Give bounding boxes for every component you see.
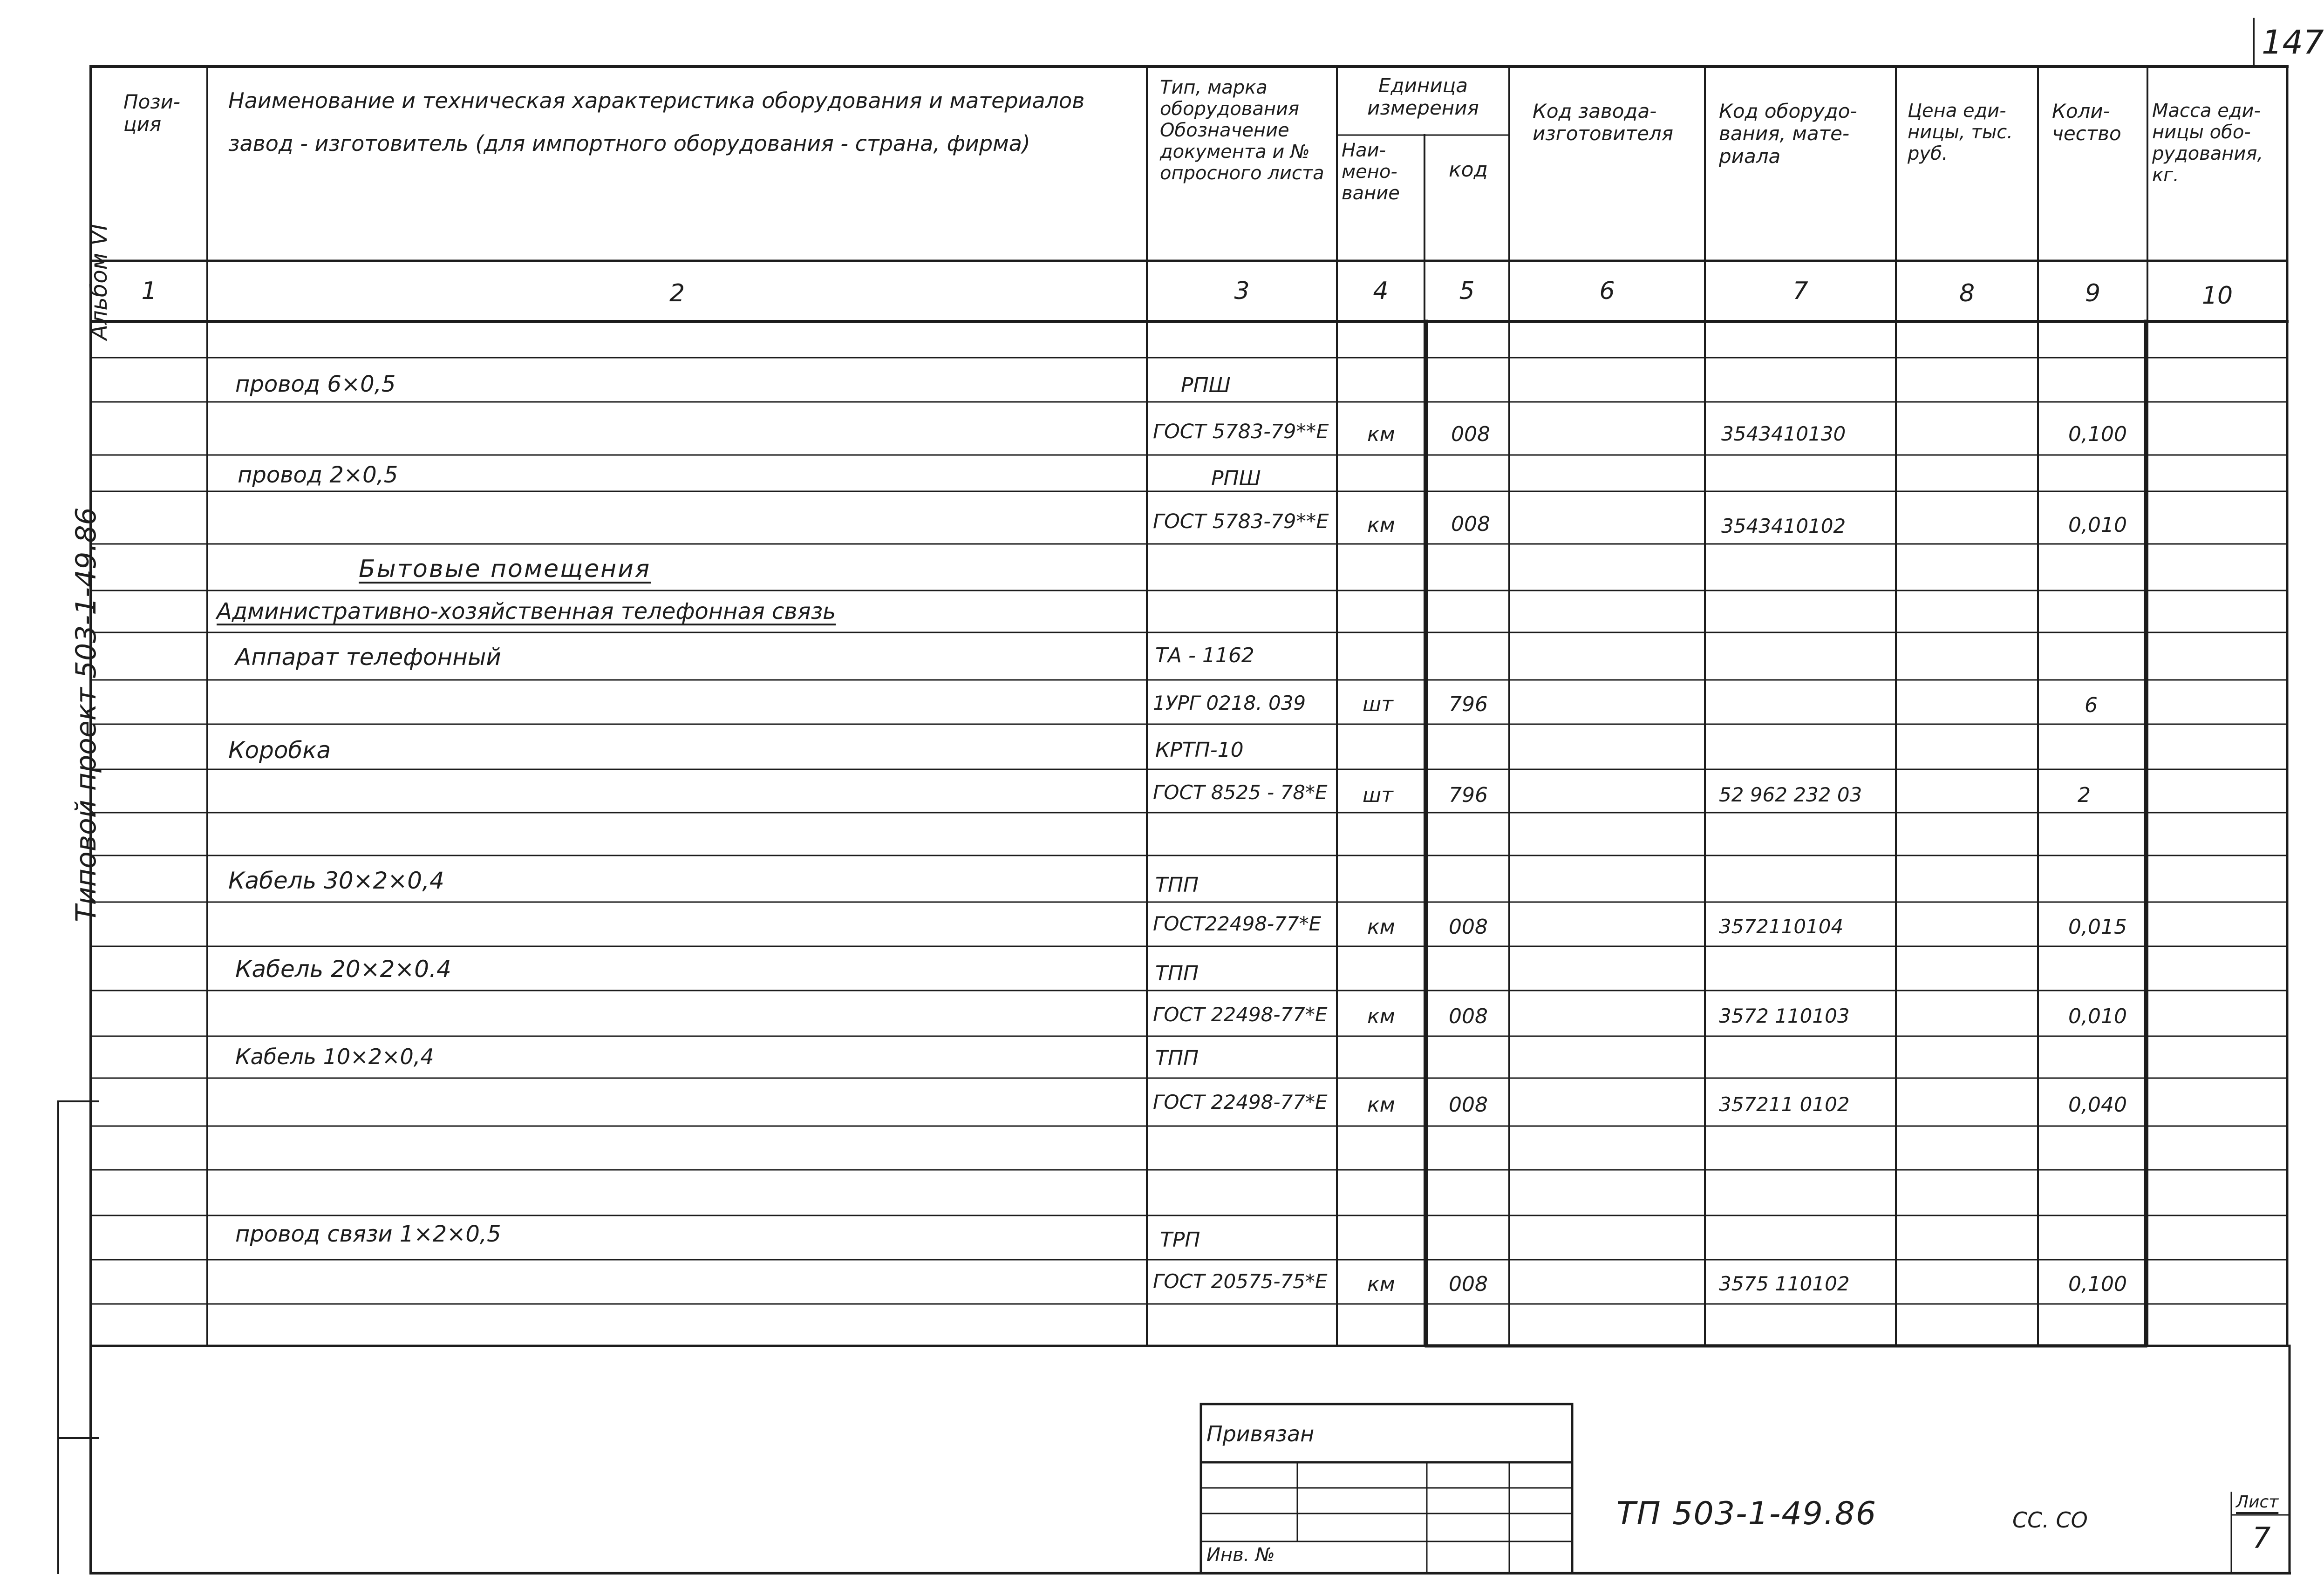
- column-number: 3: [1234, 277, 1250, 305]
- row-quantity: 0,010: [2068, 513, 2127, 537]
- row-code: 796: [1449, 692, 1488, 716]
- row-unit: шт: [1363, 783, 1393, 807]
- column-number: 8: [1959, 279, 1975, 307]
- column-number: 6: [1599, 277, 1615, 305]
- row-type: РПШ: [1211, 467, 1261, 490]
- row-code: 008: [1451, 512, 1490, 536]
- row-code: 008: [1449, 1005, 1488, 1028]
- row-name: Коробка: [228, 737, 331, 764]
- row-quantity: 0,100: [2068, 422, 2127, 446]
- header-mass: Масса еди- ницы обо- рудования, кг.: [2152, 100, 2263, 186]
- row-type: ГОСТ 20575-75*Е: [1153, 1270, 1328, 1293]
- row-unit: км: [1367, 513, 1395, 537]
- row-name: Кабель 20×2×0.4: [235, 956, 451, 983]
- row-type: 1УРГ 0218. 039: [1153, 692, 1306, 714]
- row-material-code: 3575 110102: [1719, 1272, 1850, 1295]
- row-code: 008: [1449, 1272, 1488, 1296]
- page-number: 147: [2262, 23, 2324, 61]
- row-unit: км: [1367, 1005, 1395, 1028]
- column-number: 4: [1373, 277, 1389, 305]
- column-number: 5: [1459, 277, 1475, 305]
- side-album-label: Альбом VI: [86, 224, 112, 340]
- row-material-code: 3543410130: [1721, 422, 1846, 445]
- row-name: Аппарат телефонный: [235, 644, 501, 671]
- row-material-code: 3543410102: [1721, 515, 1846, 537]
- header-name-line2: завод - изготовитель (для импортного оборудования - страна, фирма): [228, 131, 1030, 156]
- header-name-line1: Наименование и техническая характеристика оборудования и материалов: [228, 88, 1085, 113]
- row-quantity: 0,100: [2068, 1272, 2127, 1296]
- row-type: ТПП: [1155, 962, 1199, 985]
- stamp-document-code: ТП 503-1-49.86: [1616, 1495, 1877, 1532]
- header-material-code: Код оборудо- вания, мате- риала: [1719, 100, 1857, 168]
- row-type: ТА - 1162: [1155, 644, 1254, 667]
- stamp-inventory-label: Инв. №: [1206, 1544, 1275, 1566]
- section-heading: Бытовые помещения: [359, 555, 651, 583]
- row-type: ГОСТ 22498-77*Е: [1153, 1091, 1328, 1113]
- row-type: ГОСТ22498-77*Е: [1153, 912, 1322, 935]
- stamp-document-suffix: СС. СО: [2012, 1507, 2088, 1533]
- row-unit: км: [1367, 422, 1395, 446]
- row-name: Кабель 10×2×0,4: [235, 1044, 434, 1069]
- stamp-bound-label: Привязан: [1206, 1421, 1315, 1446]
- row-quantity: 0,040: [2068, 1093, 2127, 1117]
- row-quantity: 0,015: [2068, 915, 2127, 939]
- row-type: ГОСТ 8525 - 78*Е: [1153, 781, 1328, 804]
- column-number: 9: [2085, 279, 2101, 307]
- row-unit: км: [1367, 915, 1395, 939]
- row-material-code: 357211 0102: [1719, 1093, 1850, 1116]
- row-quantity: 6: [2085, 693, 2098, 717]
- header-unit-name: Наи- мено- вание: [1342, 140, 1400, 204]
- header-price: Цена еди- ницы, тыс. руб.: [1908, 100, 2013, 164]
- header-position: Пози- ция: [123, 90, 181, 136]
- header-quantity: Коли- чество: [2052, 100, 2121, 145]
- row-material-code: 3572 110103: [1719, 1005, 1850, 1027]
- side-project-label: Типовой проект 503-1-49.86: [70, 507, 102, 922]
- row-code: 008: [1449, 1093, 1488, 1117]
- row-name: Кабель 30×2×0,4: [228, 867, 444, 894]
- row-type: ТПП: [1155, 873, 1199, 897]
- header-unit-code: код: [1449, 158, 1488, 182]
- row-type: ГОСТ 22498-77*Е: [1153, 1003, 1328, 1026]
- section-subheading: Административно-хозяйственная телефонная связь: [217, 598, 836, 624]
- column-number: 1: [141, 277, 157, 305]
- header-unit: Единица измерения: [1367, 74, 1479, 120]
- row-code: 008: [1451, 422, 1490, 446]
- row-type: ТРП: [1160, 1228, 1200, 1252]
- row-name: провод связи 1×2×0,5: [235, 1221, 501, 1247]
- row-quantity: 2: [2078, 783, 2091, 807]
- column-number: 10: [2201, 282, 2233, 310]
- row-unit: км: [1367, 1093, 1395, 1117]
- row-code: 796: [1449, 783, 1488, 807]
- row-type: РПШ: [1181, 373, 1231, 397]
- stamp-sheet-label: Лист: [2236, 1493, 2279, 1512]
- stamp-sheet-number: 7: [2252, 1521, 2271, 1555]
- row-quantity: 0,010: [2068, 1005, 2127, 1028]
- row-name: провод 6×0,5: [235, 371, 396, 397]
- row-unit: шт: [1363, 692, 1393, 716]
- column-number: 7: [1792, 277, 1808, 305]
- header-type: Тип, марка оборудования Обозначение документа и № опросного листа: [1160, 77, 1324, 184]
- row-unit: км: [1367, 1272, 1395, 1296]
- row-code: 008: [1449, 915, 1488, 939]
- row-type: КРТП-10: [1155, 738, 1244, 762]
- row-type: ТПП: [1155, 1046, 1199, 1070]
- column-number: 2: [669, 279, 685, 307]
- row-material-code: 3572110104: [1719, 915, 1844, 938]
- row-type: ГОСТ 5783-79**Е: [1153, 420, 1329, 443]
- row-name: провод 2×0,5: [238, 462, 398, 488]
- row-material-code: 52 962 232 03: [1719, 783, 1862, 806]
- row-type: ГОСТ 5783-79**Е: [1153, 510, 1329, 533]
- header-maker-code: Код завода- изготовителя: [1533, 100, 1674, 145]
